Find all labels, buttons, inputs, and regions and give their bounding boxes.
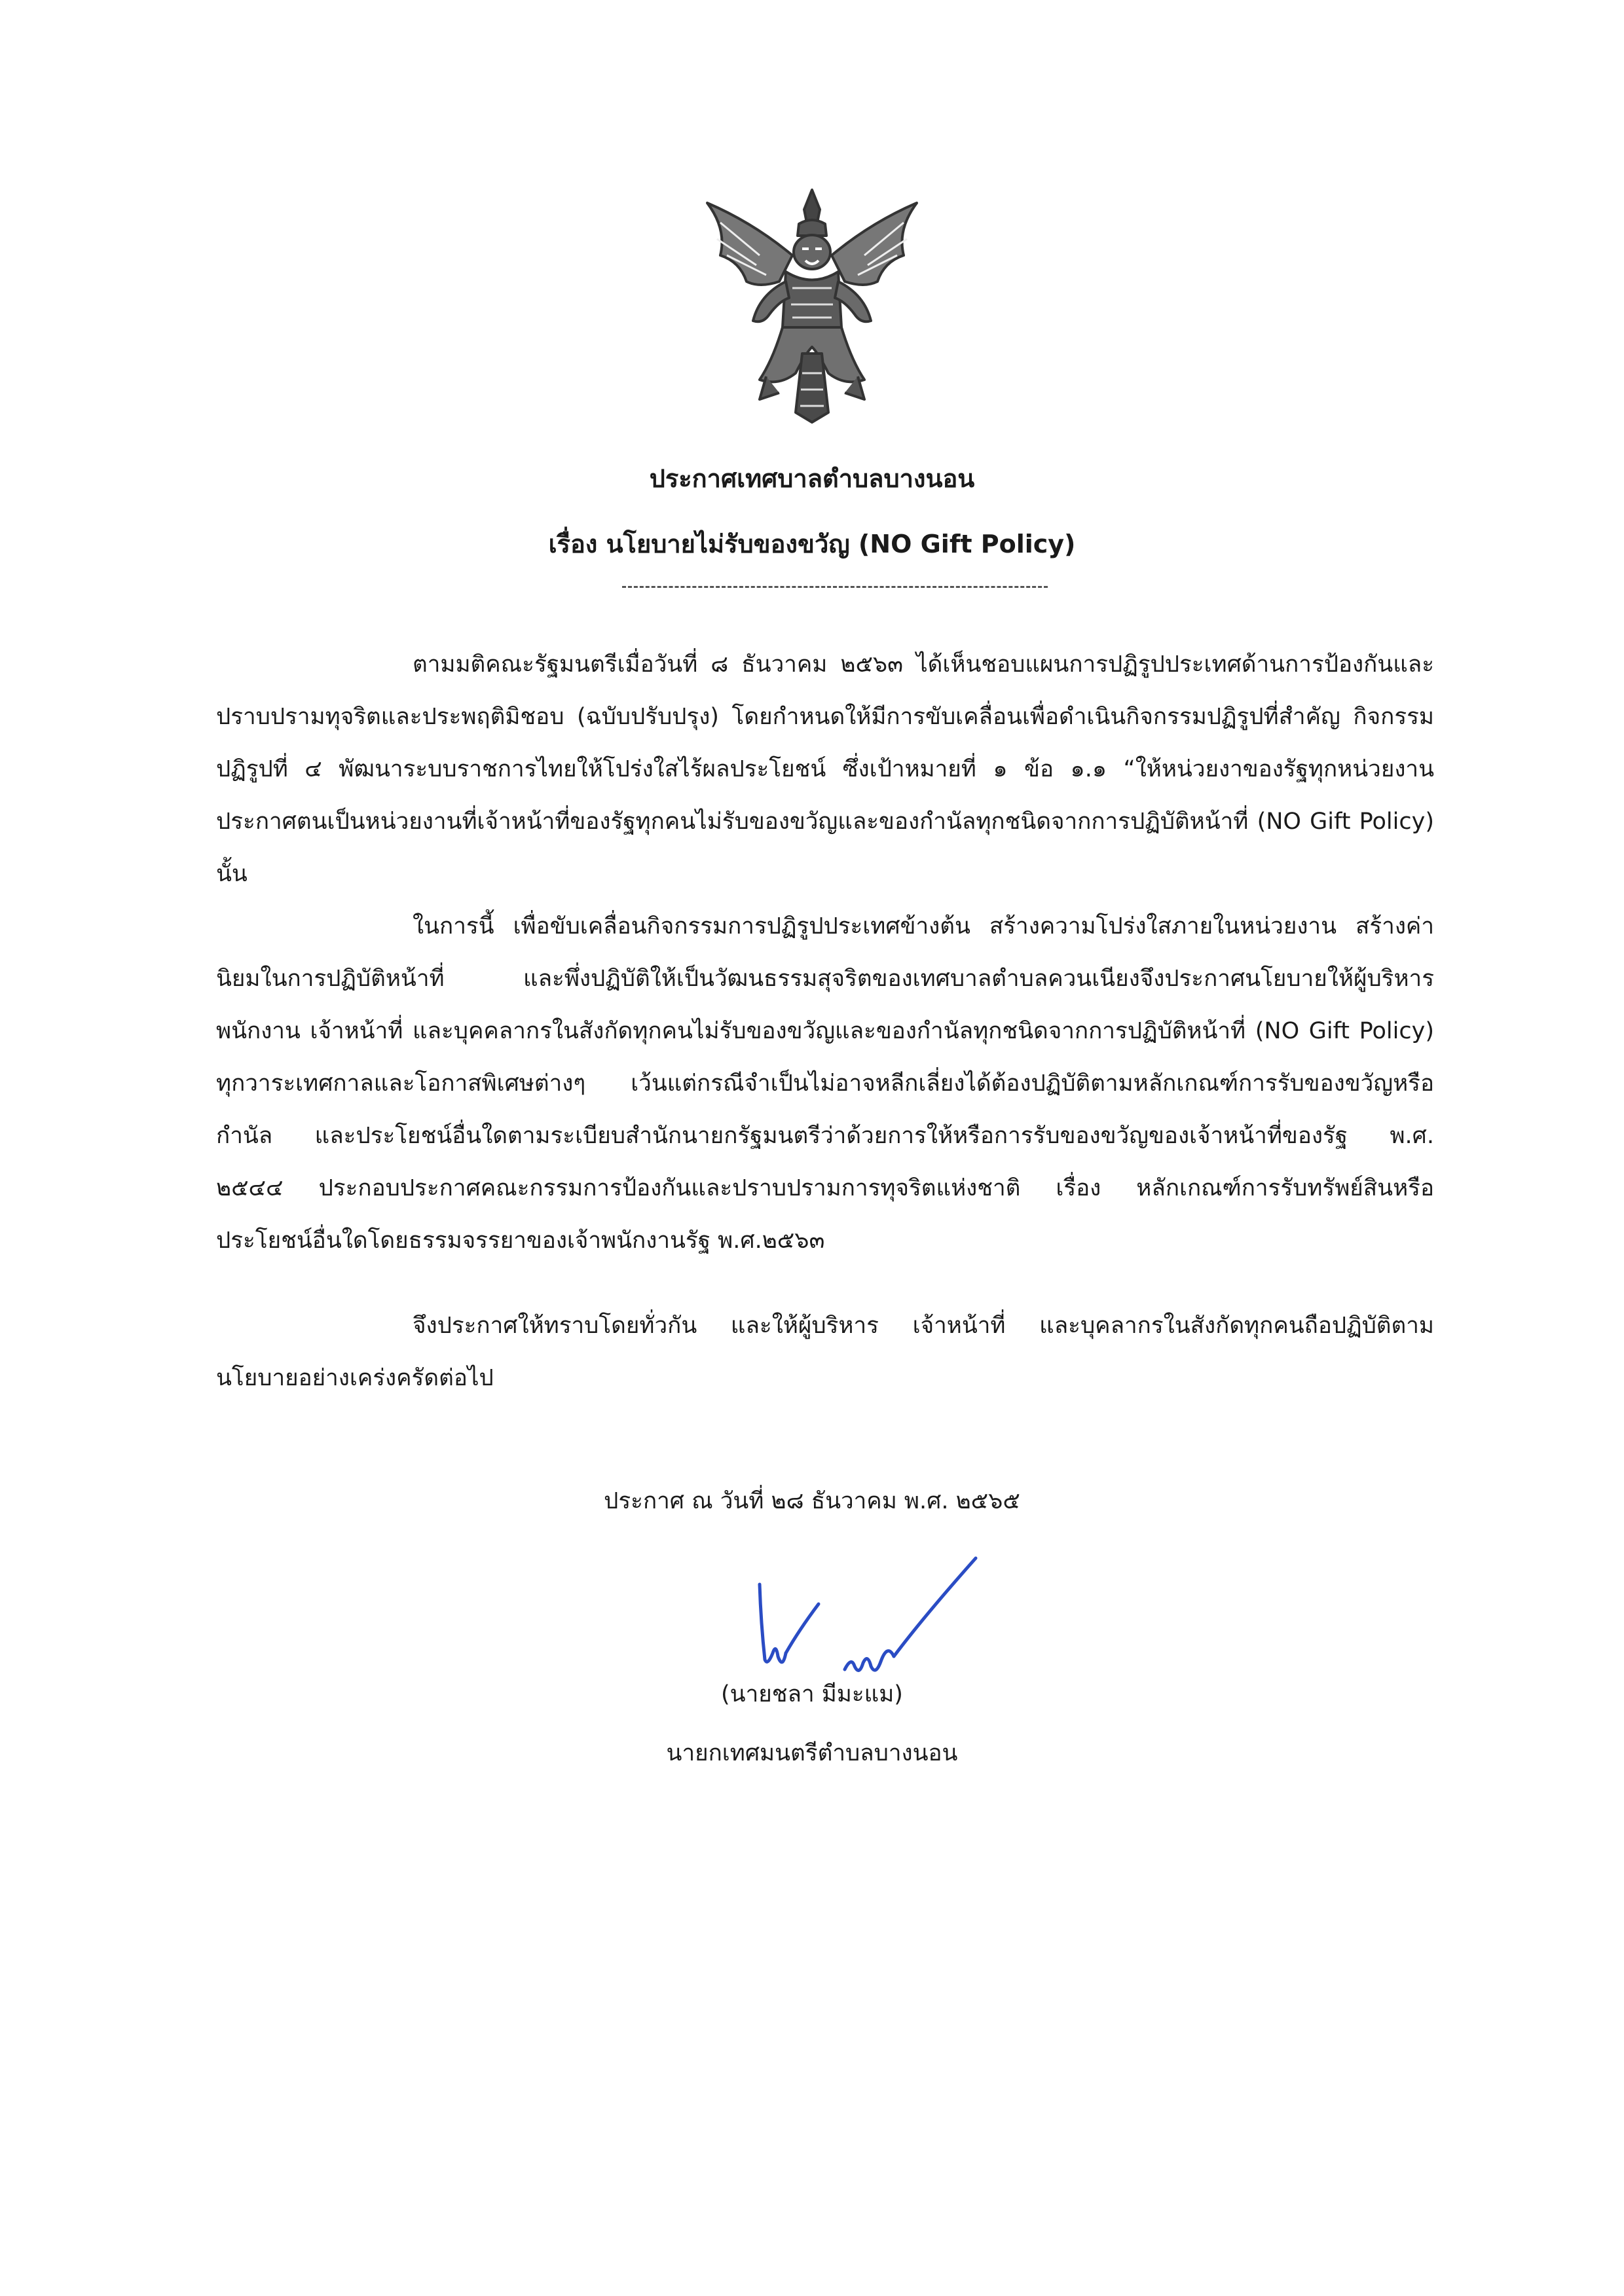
announcement-subject: เรื่อง นโยบายไม่รับของขวัญ (NO Gift Policy) — [548, 530, 1076, 558]
signer-position: นายกเทศมนตรีตำบลบางนอน — [666, 1740, 958, 1766]
signer-name: (นายชลา มีมะแม) — [721, 1681, 903, 1707]
announcement-date: ประกาศ ณ วันที่ ๒๘ ธันวาคม พ.ศ. ๒๕๖๕ — [604, 1488, 1020, 1514]
dashed-divider — [622, 586, 1048, 588]
body-paragraph-2: ในการนี้ เพื่อขับเคลื่อนกิจกรรมการปฏิรูปประเทศข้างต้น สร้างความโปร่งใสภายในหน่วยงาน สร้างค่านิยมในการปฏิบัติหน้าที่ และพึ่งปฏิบัติให้เป็นวัฒนธรรมสุจริตของเทศบาลตำบลควนเนียงจึงประกาศนโยบายให้ผู้บริหาร พนักงาน เจ้าหน้าที่ และบุคคลากรในสังกัดทุกคนไม่รับของขวัญและของกำนัลทุกชนิดจากการปฏิบัติหน้าที่ (NO Gift Policy) ทุกวาระเทศกาลและโอกาสพิเศษต่างๆ เว้นแต่กรณีจำเป็นไม่อาจหลีกเลี่ยงได้ต้องปฏิบัติตามหลักเกณฑ์การรับของขวัญหรือกำนัล และประโยชน์อื่นใดตามระเบียบสำนักนายกรัฐมนตรีว่าด้วยการให้หรือการรับของขวัญของเจ้าหน้าที่ของรัฐ พ.ศ. ๒๕๔๔ ประกอบประกาศคณะกรรมการป้องกันและปราบปรามการทุจริตแห่งชาติ เรื่อง หลักเกณฑ์การรับทรัพย์สินหรือประโยชน์อื่นใดโดยธรรมจรรยาของเจ้าพนักงานรัฐ พ.ศ.๒๕๖๓ — [216, 913, 1434, 1254]
body-paragraph-3: จึงประกาศให้ทราบโดยทั่วกัน และให้ผู้บริหาร เจ้าหน้าที่ และบุคลากรในสังกัดทุกคนถือปฏิบัติตามนโยบายอย่างเคร่งครัดต่อไป — [216, 1313, 1434, 1391]
body-paragraph-1: ตามมติคณะรัฐมนตรีเมื่อวันที่ ๘ ธันวาคม ๒๕๖๓ ได้เห็นชอบแผนการปฏิรูปประเทศด้านการป้องกันและปราบปรามทุจริตและประพฤติมิชอบ (ฉบับปรับปรุง) โดยกำหนดให้มีการขับเคลื่อนเพื่อดำเนินกิจกรรมปฏิรูปที่สำคัญ กิจกรรมปฏิรูปที่ ๔ พัฒนาระบบราชการไทยให้โปร่งใสไร้ผลประโยชน์ ซึ่งเป้าหมายที่ ๑ ข้อ ๑.๑ “ให้หน่วยงาของรัฐทุกหน่วยงานประกาศตนเป็นหน่วยงานที่เจ้าหน้าที่ของรัฐทุกคนไม่รับของขวัญและของกำนัลทุกชนิดจากการปฏิบัติหน้าที่ (NO Gift Policy) นั้น — [216, 651, 1434, 887]
announcement-title: ประกาศเทศบาลตำบลบางนอน — [649, 464, 975, 493]
garuda-emblem-icon — [681, 183, 943, 426]
